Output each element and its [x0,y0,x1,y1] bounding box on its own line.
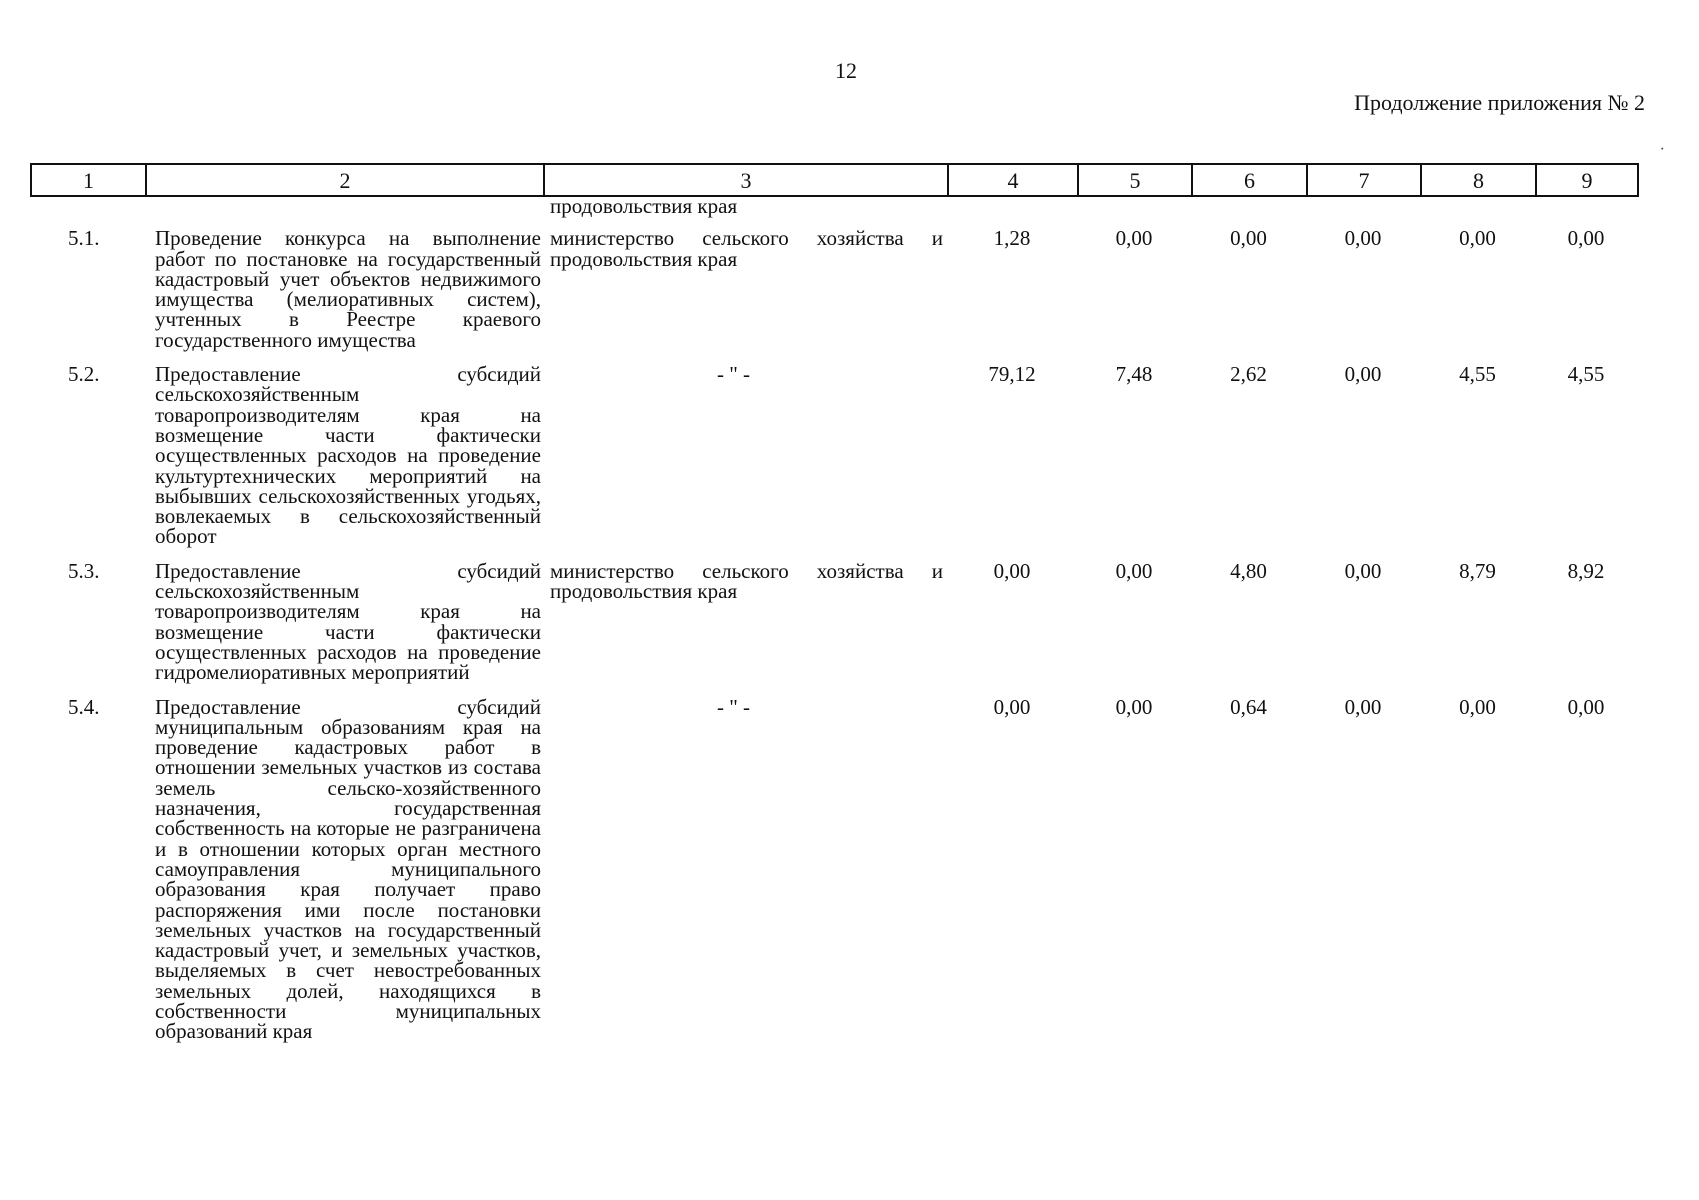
value-col-9: 8,92 [1567,558,1605,583]
continuation-executor: продовольствия края [550,194,738,218]
value-col-4: 0,00 [993,694,1031,719]
table-row [30,561,1637,697]
header-col-1: 1 [31,164,146,196]
value-col-7: 0,00 [1344,362,1382,387]
value-col-6: 4,80 [1230,558,1267,583]
measure-name: Предоставление субсидий сельскохозяйственным товаропроизводителям края на возмещение части фактически осуществленных расходов на проведение культуртехнических мероприятий на выбывших сельскохозяйственных угодьях, вовлекаемых в сельскохозяйственный оборот [155,362,541,549]
value-col-4: 79,12 [988,362,1036,387]
column-number-header [30,163,1639,197]
executor: министерство сельского хозяйства и продовольствия края [550,558,943,604]
page-number: 12 [835,58,857,83]
value-col-8: 8,79 [1459,558,1496,583]
stray-mark: · [1659,141,1665,158]
value-col-8: 0,00 [1459,694,1496,719]
header-col-7: 7 [1307,164,1421,196]
value-col-6: 0,64 [1230,694,1267,719]
value-col-5: 7,48 [1115,362,1153,387]
row-number: 5.4. [68,694,100,719]
executor: - " - [716,694,751,719]
table-row [30,364,1637,561]
measure-name: Проведение конкурса на выполнение работ по постановке на государственный кадастровый учет объектов недвижимого имущества (мелиоративных систем), учтенных в Реестре краевого государственного имущества [155,226,541,352]
header-col-6: 6 [1192,164,1307,196]
value-col-4: 0,00 [993,558,1031,583]
measure-name: Предоставление субсидий муниципальным образованиям края на проведение кадастровых работ в отношении земельных участков из состава земель сельско-хозяйственного назначения, государственная собственность на которые не разграничена и в отношении которых орган местного самоуправления муниципального образования края получает право распоряжения ими после постановки земельных участков на государственный кадастровый учет, и земельных участков, выделяемых в счет невостребованных земельных долей, находящихся в собственности муниципальных образований края [155,694,541,1044]
executor: министерство сельского хозяйства и продовольствия края [550,226,943,271]
value-col-9: 0,00 [1567,694,1605,719]
value-col-6: 0,00 [1230,226,1267,251]
table-row [30,228,1637,364]
value-col-5: 0,00 [1115,694,1153,719]
value-col-5: 0,00 [1115,558,1153,583]
row-number: 5.1. [68,226,100,251]
value-col-9: 4,55 [1567,362,1605,387]
appendix-continuation-note: Продолжение приложения № 2 [1354,90,1645,115]
value-col-7: 0,00 [1344,226,1382,251]
value-col-4: 1,28 [993,226,1031,251]
row-number: 5.2. [68,362,100,387]
value-col-5: 0,00 [1115,226,1153,251]
continuation-row [30,196,1637,228]
header-row [31,164,1638,196]
value-col-6: 2,62 [1230,362,1267,387]
header-col-2: 2 [146,164,544,196]
header-col-4: 4 [948,164,1078,196]
row-number: 5.3. [68,558,100,583]
value-col-8: 4,55 [1459,362,1496,387]
header-col-5: 5 [1078,164,1192,196]
measure-name: Предоставление субсидий сельскохозяйственным товаропроизводителям края на возмещение части фактически осуществленных расходов на проведение гидромелиоративных мероприятий [155,558,541,685]
value-col-8: 0,00 [1459,226,1496,251]
header-col-8: 8 [1421,164,1536,196]
value-col-9: 0,00 [1567,226,1605,251]
header-col-9: 9 [1536,164,1638,196]
measures-table [30,196,1637,1042]
executor: - " - [716,362,751,387]
header-col-3: 3 [544,164,948,196]
value-col-7: 0,00 [1344,694,1382,719]
value-col-7: 0,00 [1344,558,1382,583]
table-row [30,697,1637,1042]
